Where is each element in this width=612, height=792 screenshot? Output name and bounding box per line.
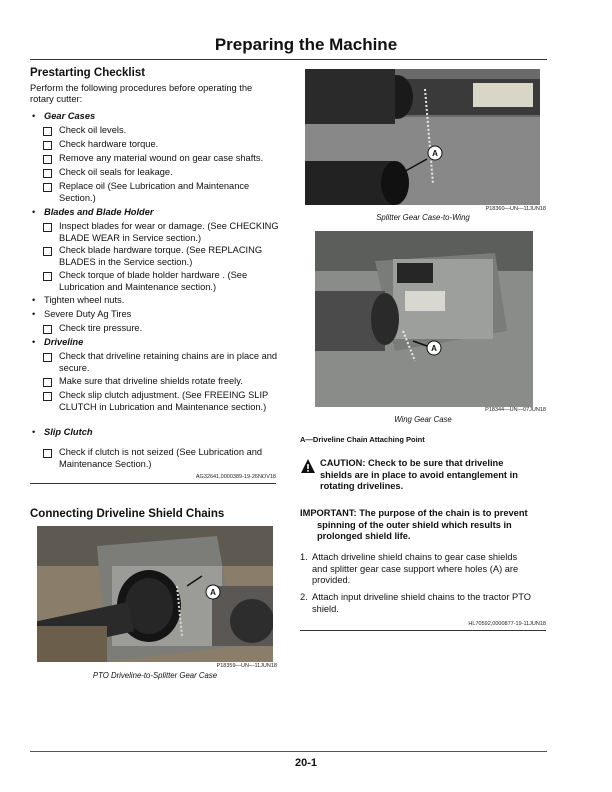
prestart-heading: Prestarting Checklist xyxy=(30,67,146,79)
callout-a: A xyxy=(210,588,216,597)
splitter-gear-case-photo xyxy=(305,69,540,205)
caution-text: CAUTION: Check to be sure that driveline shields are in place to avoid entanglement in rotating drivelines. xyxy=(320,458,518,491)
checkbox-icon xyxy=(43,392,52,401)
important-text: IMPORTANT: The purpose of the chain is to prevent spinning of the outer shield which results in prolonged shield life. xyxy=(300,508,528,541)
callout-a: A xyxy=(431,344,437,353)
warning-triangle-icon xyxy=(300,458,316,474)
fig-ref-p18360: P18360—UN—11JUN18 xyxy=(485,206,546,212)
bullet-dot: • xyxy=(32,295,36,305)
prestart-intro-2: rotary cutter: xyxy=(30,94,83,104)
fig-ref-p18344: P18344—UN—07JUN18 xyxy=(485,407,546,413)
fig-ref-p18359: P18359—UN—11JUN18 xyxy=(216,663,277,669)
fig-caption-pto: PTO Driveline-to-Splitter Gear Case xyxy=(92,671,218,680)
checkbox-icon xyxy=(43,449,52,458)
pto-driveline-photo xyxy=(37,526,273,662)
figure-legend: A—Driveline Chain Attaching Point xyxy=(300,435,425,444)
checkbox-icon xyxy=(43,272,52,281)
checkbox-icon xyxy=(43,378,52,387)
bullet-dot: • xyxy=(32,309,36,319)
bullet-dot: • xyxy=(32,337,36,347)
prestart-intro-1: Perform the following procedures before operating the xyxy=(30,83,253,93)
bullet-dot: • xyxy=(32,111,36,121)
bullet-dot: • xyxy=(32,207,36,217)
section-rule xyxy=(30,483,276,484)
checkbox-icon xyxy=(43,247,52,256)
checkbox-icon xyxy=(43,325,52,334)
prestart-ref: AG32641,0000389-19-26NOV18 xyxy=(195,474,276,480)
section-rule xyxy=(300,630,546,631)
connecting-heading: Connecting Driveline Shield Chains xyxy=(30,508,225,520)
fig-caption-wing: Wing Gear Case xyxy=(394,415,452,424)
footer-rule xyxy=(30,751,547,752)
title-rule xyxy=(30,59,547,60)
checkbox-icon xyxy=(43,127,52,136)
wing-gear-case-photo xyxy=(315,231,533,407)
checkbox-icon xyxy=(43,155,52,164)
checkbox-icon xyxy=(43,353,52,362)
callout-a: A xyxy=(432,149,438,158)
bullet-dot: • xyxy=(32,427,36,437)
connecting-ref: HL70592,0000877-19-11JUN18 xyxy=(468,621,546,627)
fig-caption-splitter: Splitter Gear Case-to-Wing xyxy=(376,213,470,222)
checkbox-icon xyxy=(43,169,52,178)
checkbox-icon xyxy=(43,223,52,232)
page-number: 20-1 xyxy=(294,757,318,769)
checkbox-icon xyxy=(43,141,52,150)
checkbox-icon xyxy=(43,183,52,192)
page-title: Preparing the Machine xyxy=(214,35,398,54)
